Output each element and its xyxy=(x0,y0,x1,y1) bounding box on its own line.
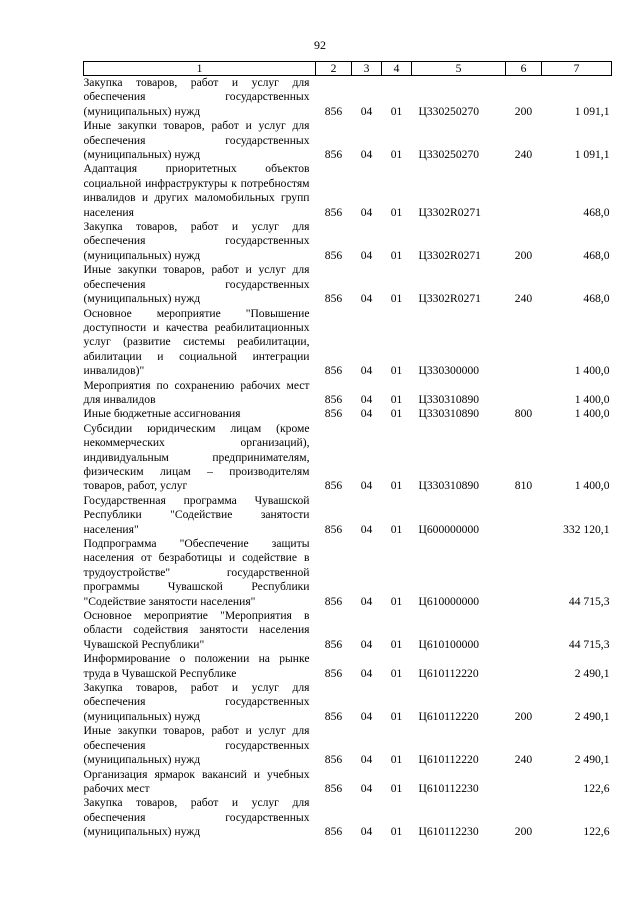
table-row xyxy=(84,407,612,421)
cell-section-code: 04 xyxy=(360,407,373,421)
cell-expense-type: 240 xyxy=(514,292,533,306)
cell-section-code: 04 xyxy=(360,709,373,723)
table-row xyxy=(84,263,612,306)
cell-ministry-code: 856 xyxy=(324,522,343,536)
row-description: Организация ярмарок вакансий и учебных рабочих мест xyxy=(83,767,310,795)
cell-subsection-code: 01 xyxy=(390,104,403,118)
cell-ministry-code: 856 xyxy=(324,392,343,406)
cell-target-article: Ц610112220 xyxy=(418,666,479,680)
row-description: Иные закупки товаров, работ и услуг для обеспечения государственных (муниципальных) нужд xyxy=(83,263,310,306)
cell-section-code: 04 xyxy=(360,522,373,536)
cell-target-article: Ц330310890 xyxy=(418,392,480,406)
cell-expense-type xyxy=(506,652,542,681)
row-description: Мероприятия по сохранению рабочих мест для инвалидов xyxy=(83,378,310,406)
cell-target-article: Ц610112220 xyxy=(418,753,479,767)
row-description: Подпрограмма "Обеспечение защиты населения от безработицы и содействие в трудоустройстве" государственной программы Чувашской Республики "Содействие занятости населения" xyxy=(83,537,310,608)
page-number: 92 xyxy=(314,38,326,52)
cell-amount: 122,6 xyxy=(583,781,610,795)
cell-ministry-code: 856 xyxy=(324,205,343,219)
cell-section-code: 04 xyxy=(360,637,373,651)
cell-target-article: Ц610100000 xyxy=(418,637,480,651)
cell-section-code: 04 xyxy=(360,248,373,262)
cell-target-article: Ц600000000 xyxy=(418,522,480,536)
cell-section-code: 04 xyxy=(360,753,373,767)
cell-target-article: Ц330310890 xyxy=(418,479,480,493)
cell-ministry-code: 856 xyxy=(324,104,343,118)
cell-subsection-code: 01 xyxy=(390,522,403,536)
cell-ministry-code: 856 xyxy=(324,479,343,493)
cell-target-article: Ц330310890 xyxy=(418,407,480,421)
cell-subsection-code: 01 xyxy=(390,479,403,493)
cell-subsection-code: 01 xyxy=(390,148,403,162)
cell-amount: 1 400,0 xyxy=(574,407,610,421)
table-row xyxy=(84,379,612,408)
cell-subsection-code: 01 xyxy=(390,248,403,262)
row-description: Адаптация приоритетных объектов социальной инфраструктуры к потребностям инвалидов и других маломобильных групп населения xyxy=(83,162,310,219)
cell-expense-type: 200 xyxy=(514,248,533,262)
cell-section-code: 04 xyxy=(360,825,373,839)
table-row xyxy=(84,796,612,839)
cell-expense-type: 240 xyxy=(514,148,533,162)
cell-amount: 332 120,1 xyxy=(563,522,610,536)
table-row xyxy=(84,119,612,162)
cell-subsection-code: 01 xyxy=(390,753,403,767)
table-row xyxy=(84,307,612,379)
cell-subsection-code: 01 xyxy=(390,594,403,608)
cell-ministry-code: 856 xyxy=(324,364,343,378)
column-header: 3 xyxy=(352,62,382,76)
row-description: Иные закупки товаров, работ и услуг для обеспечения государственных (муниципальных) нужд xyxy=(83,119,310,162)
cell-section-code: 04 xyxy=(360,364,373,378)
cell-amount: 1 400,0 xyxy=(574,479,610,493)
column-header: 5 xyxy=(412,62,506,76)
cell-section-code: 04 xyxy=(360,666,373,680)
cell-ministry-code: 856 xyxy=(324,753,343,767)
row-description: Иные закупки товаров, работ и услуг для обеспечения государственных (муниципальных) нужд xyxy=(83,724,310,767)
cell-ministry-code: 856 xyxy=(324,666,343,680)
row-description: Закупка товаров, работ и услуг для обеспечения государственных (муниципальных) нужд xyxy=(83,681,310,723)
table-row xyxy=(84,220,612,263)
cell-expense-type: 240 xyxy=(514,753,533,767)
cell-target-article: Ц610112220 xyxy=(418,709,479,723)
cell-amount: 44 715,3 xyxy=(568,637,610,651)
cell-ministry-code: 856 xyxy=(324,709,343,723)
row-description: Основное мероприятие "Мероприятия в области содействия занятости населения Чувашской Республики" xyxy=(83,609,310,651)
cell-expense-type xyxy=(506,307,542,379)
cell-expense-type xyxy=(506,162,542,220)
cell-expense-type: 200 xyxy=(514,104,533,118)
table-row xyxy=(84,422,612,494)
cell-expense-type xyxy=(506,537,542,609)
cell-target-article: Ц610112230 xyxy=(418,781,479,795)
cell-expense-type xyxy=(506,379,542,408)
cell-subsection-code: 01 xyxy=(390,666,403,680)
table-row xyxy=(84,652,612,681)
cell-target-article: Ц330250270 xyxy=(418,148,480,162)
cell-subsection-code: 01 xyxy=(390,637,403,651)
column-header: 7 xyxy=(542,62,612,76)
cell-subsection-code: 01 xyxy=(390,781,403,795)
cell-amount: 2 490,1 xyxy=(574,753,610,767)
cell-target-article: Ц3302R0271 xyxy=(418,205,481,219)
cell-target-article: Ц330300000 xyxy=(418,364,480,378)
cell-section-code: 04 xyxy=(360,205,373,219)
cell-subsection-code: 01 xyxy=(390,364,403,378)
cell-subsection-code: 01 xyxy=(390,392,403,406)
cell-section-code: 04 xyxy=(360,479,373,493)
table-row xyxy=(84,76,612,120)
cell-subsection-code: 01 xyxy=(390,407,403,421)
cell-expense-type: 200 xyxy=(514,709,533,723)
cell-section-code: 04 xyxy=(360,781,373,795)
cell-amount: 44 715,3 xyxy=(568,594,610,608)
row-description: Государственная программа Чувашской Республики "Содействие занятости населения" xyxy=(83,493,310,536)
cell-section-code: 04 xyxy=(360,594,373,608)
cell-target-article: Ц330250270 xyxy=(418,104,480,118)
cell-amount: 1 091,1 xyxy=(574,104,610,118)
cell-amount: 468,0 xyxy=(583,248,610,262)
cell-amount: 2 490,1 xyxy=(574,709,610,723)
cell-ministry-code: 856 xyxy=(324,825,343,839)
cell-target-article: Ц610000000 xyxy=(418,594,480,608)
table-row xyxy=(84,768,612,797)
table-row xyxy=(84,609,612,652)
cell-amount: 1 400,0 xyxy=(574,392,610,406)
column-header: 6 xyxy=(506,62,542,76)
cell-amount: 468,0 xyxy=(583,292,610,306)
row-description: Закупка товаров, работ и услуг для обеспечения государственных (муниципальных) нужд xyxy=(83,796,310,839)
cell-section-code: 04 xyxy=(360,104,373,118)
cell-expense-type: 800 xyxy=(514,407,533,421)
table-body xyxy=(84,76,612,840)
cell-expense-type: 810 xyxy=(514,479,533,493)
budget-table xyxy=(83,61,612,840)
cell-ministry-code: 856 xyxy=(324,407,343,421)
cell-section-code: 04 xyxy=(360,292,373,306)
cell-target-article: Ц3302R0271 xyxy=(418,248,481,262)
cell-ministry-code: 856 xyxy=(324,594,343,608)
cell-amount: 468,0 xyxy=(583,205,610,219)
row-description: Информирование о положении на рынке труда в Чувашской Республике xyxy=(83,652,310,680)
cell-subsection-code: 01 xyxy=(390,205,403,219)
table-header-row xyxy=(84,62,612,76)
column-header: 4 xyxy=(382,62,412,76)
column-header: 1 xyxy=(84,62,316,76)
cell-ministry-code: 856 xyxy=(324,248,343,262)
row-description: Закупка товаров, работ и услуг для обеспечения государственных (муниципальных) нужд xyxy=(83,220,310,262)
cell-ministry-code: 856 xyxy=(324,292,343,306)
cell-expense-type xyxy=(506,609,542,652)
cell-subsection-code: 01 xyxy=(390,709,403,723)
column-header: 2 xyxy=(316,62,352,76)
cell-subsection-code: 01 xyxy=(390,825,403,839)
cell-expense-type xyxy=(506,494,542,537)
cell-ministry-code: 856 xyxy=(324,781,343,795)
cell-amount: 1 091,1 xyxy=(574,148,610,162)
cell-amount: 122,6 xyxy=(583,825,610,839)
cell-amount: 1 400,0 xyxy=(574,364,610,378)
cell-section-code: 04 xyxy=(360,392,373,406)
cell-target-article: Ц3302R0271 xyxy=(418,292,481,306)
cell-expense-type: 200 xyxy=(514,825,533,839)
cell-expense-type xyxy=(506,768,542,797)
row-description: Основное мероприятие "Повышение доступности и качества реабилитационных услуг (развитие системы реабилитации, абилитации и социальной интеграции инвалидов)" xyxy=(83,306,310,378)
cell-subsection-code: 01 xyxy=(390,292,403,306)
table-row xyxy=(84,681,612,724)
cell-ministry-code: 856 xyxy=(324,637,343,651)
cell-amount: 2 490,1 xyxy=(574,666,610,680)
cell-ministry-code: 856 xyxy=(324,148,343,162)
cell-target-article: Ц610112230 xyxy=(418,825,479,839)
table-row xyxy=(84,494,612,537)
row-description: Субсидии юридическим лицам (кроме некоммерческих организаций), индивидуальным предпринимателям, физическим лицам – производителям товаров, работ, услуг xyxy=(83,421,310,493)
table-row xyxy=(84,537,612,609)
table-row xyxy=(84,724,612,767)
row-description: Иные бюджетные ассигнования xyxy=(83,407,241,421)
row-description: Закупка товаров, работ и услуг для обеспечения государственных (муниципальных) нужд xyxy=(83,76,310,118)
cell-section-code: 04 xyxy=(360,148,373,162)
table-row xyxy=(84,162,612,220)
